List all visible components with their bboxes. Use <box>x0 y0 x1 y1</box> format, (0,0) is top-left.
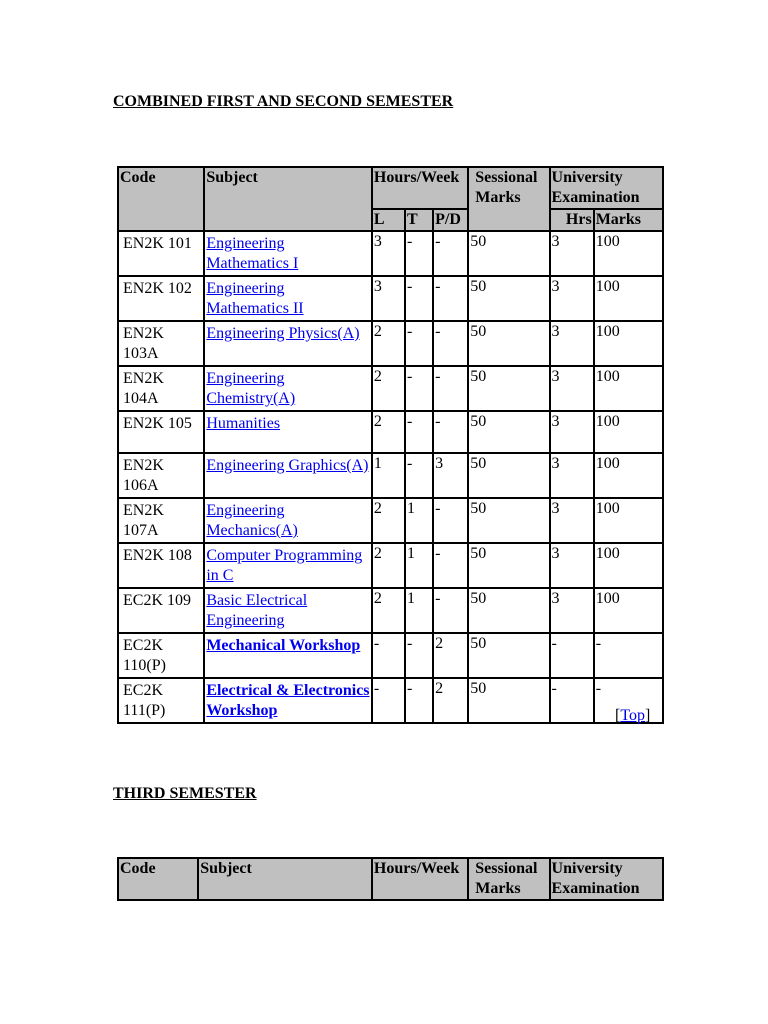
cell-hrs: 3 <box>550 231 594 276</box>
cell-pd: 2 <box>433 633 468 678</box>
table-row <box>118 453 663 498</box>
header-marks: Marks <box>594 209 663 231</box>
cell-code: EN2K 108 <box>118 543 204 588</box>
subject-link[interactable]: Engineering Physics(A) <box>206 325 360 342</box>
cell-sessional: 50 <box>468 411 549 453</box>
cell-hrs: 3 <box>550 543 594 588</box>
cell-marks: 100 <box>594 588 663 633</box>
cell-subject <box>204 543 372 588</box>
cell-hrs: - <box>550 678 594 723</box>
cell-t: 1 <box>405 498 433 543</box>
subject-link[interactable]: Engineering Graphics(A) <box>206 457 369 474</box>
cell-code: EN2K 103A <box>118 321 204 366</box>
cell-code: EN2K 104A <box>118 366 204 411</box>
header-hrs: Hrs <box>550 209 594 231</box>
cell-pd: 2 <box>433 678 468 723</box>
cell-sessional: 50 <box>468 633 549 678</box>
subject-link[interactable]: Engineering Mechanics(A) <box>206 502 298 539</box>
header-t: T <box>405 209 433 231</box>
cell-subject <box>204 411 372 453</box>
cell-subject <box>204 678 372 723</box>
cell-subject <box>204 498 372 543</box>
table-row <box>118 366 663 411</box>
subject-link[interactable]: Basic Electrical Engineering <box>206 592 308 629</box>
header-code: Code <box>118 167 204 231</box>
cell-subject <box>204 366 372 411</box>
cell-marks: 100 <box>594 321 663 366</box>
header-pd: P/D <box>433 209 468 231</box>
cell-hrs: 3 <box>550 321 594 366</box>
table-row <box>118 498 663 543</box>
cell-sessional: 50 <box>468 276 549 321</box>
cell-l: - <box>372 678 405 723</box>
cell-l: 1 <box>372 453 405 498</box>
cell-pd: - <box>433 276 468 321</box>
table-row <box>118 543 663 588</box>
table-row <box>118 588 663 633</box>
cell-t: - <box>405 411 433 453</box>
cell-t: - <box>405 453 433 498</box>
cell-t: 1 <box>405 588 433 633</box>
subject-link[interactable]: Engineering Chemistry(A) <box>206 370 296 407</box>
cell-marks: 100 <box>594 453 663 498</box>
top-link[interactable]: Top <box>620 707 645 724</box>
cell-hrs: 3 <box>550 453 594 498</box>
cell-sessional: 50 <box>468 588 549 633</box>
subject-link[interactable]: Engineering Mathematics I <box>206 235 299 272</box>
header-university-examination: University Examination <box>550 858 663 900</box>
cell-marks: 100 <box>594 366 663 411</box>
table-row <box>118 321 663 366</box>
syllabus-table-first-second-semester <box>117 166 664 724</box>
cell-sessional: 50 <box>468 231 549 276</box>
cell-t: 1 <box>405 543 433 588</box>
table-row <box>118 633 663 678</box>
cell-t: - <box>405 231 433 276</box>
cell-t: - <box>405 678 433 723</box>
cell-hrs: 3 <box>550 366 594 411</box>
cell-pd: 3 <box>433 453 468 498</box>
cell-code: EN2K 106A <box>118 453 204 498</box>
cell-sessional: 50 <box>468 366 549 411</box>
cell-code: EC2K 111(P) <box>118 678 204 723</box>
bracket-close: ] <box>644 707 651 724</box>
cell-sessional: 50 <box>468 498 549 543</box>
header-hours-week: Hours/Week <box>372 858 468 900</box>
header-l: L <box>372 209 405 231</box>
cell-pd: - <box>433 366 468 411</box>
cell-code: EC2K 109 <box>118 588 204 633</box>
cell-subject <box>204 231 372 276</box>
cell-l: 2 <box>372 366 405 411</box>
bracket-open: [ <box>615 707 621 724</box>
cell-l: - <box>372 633 405 678</box>
header-university-examination: University Examination <box>550 167 663 209</box>
cell-marks: 100 <box>594 411 663 453</box>
cell-t: - <box>405 633 433 678</box>
cell-code: EC2K 110(P) <box>118 633 204 678</box>
cell-l: 3 <box>372 231 405 276</box>
cell-l: 2 <box>372 321 405 366</box>
cell-subject <box>204 321 372 366</box>
subject-link[interactable]: Electrical & Electronics Workshop <box>206 682 370 719</box>
cell-sessional: 50 <box>468 321 549 366</box>
cell-pd: - <box>433 231 468 276</box>
cell-pd: - <box>433 588 468 633</box>
cell-sessional: 50 <box>468 678 549 723</box>
cell-l: 2 <box>372 498 405 543</box>
cell-marks: 100 <box>594 498 663 543</box>
cell-t: - <box>405 321 433 366</box>
header-sessional-marks: Sessional Marks <box>468 858 549 900</box>
section-heading-first-second-semester: COMBINED FIRST AND SECOND SEMESTER <box>113 93 454 110</box>
cell-pd: - <box>433 543 468 588</box>
header-hours-week: Hours/Week <box>372 167 468 209</box>
cell-l: 3 <box>372 276 405 321</box>
cell-subject <box>204 453 372 498</box>
table-row <box>118 678 663 723</box>
cell-marks: - <box>594 633 663 678</box>
subject-link[interactable]: Engineering Mathematics II <box>206 280 304 317</box>
header-sessional-marks: Sessional Marks <box>468 167 549 231</box>
cell-t: - <box>405 366 433 411</box>
cell-code: EN2K 102 <box>118 276 204 321</box>
cell-t: - <box>405 276 433 321</box>
section-heading-third-semester: THIRD SEMESTER <box>113 785 257 802</box>
header-code: Code <box>118 858 198 900</box>
top-link-wrapper <box>615 706 650 726</box>
cell-subject <box>204 588 372 633</box>
cell-pd: - <box>433 411 468 453</box>
cell-l: 2 <box>372 543 405 588</box>
syllabus-table-third-semester <box>117 857 664 901</box>
cell-hrs: - <box>550 633 594 678</box>
cell-hrs: 3 <box>550 276 594 321</box>
header-subject: Subject <box>204 167 372 231</box>
cell-l: 2 <box>372 588 405 633</box>
cell-l: 2 <box>372 411 405 453</box>
cell-marks: - <box>594 678 663 723</box>
cell-hrs: 3 <box>550 411 594 453</box>
table-row <box>118 231 663 276</box>
cell-marks: 100 <box>594 276 663 321</box>
header-subject: Subject <box>198 858 372 900</box>
cell-marks: 100 <box>594 543 663 588</box>
subject-link[interactable]: Computer Programming in C <box>206 547 363 584</box>
cell-pd: - <box>433 321 468 366</box>
cell-code: EN2K 101 <box>118 231 204 276</box>
cell-code: EN2K 107A <box>118 498 204 543</box>
table-row <box>118 411 663 453</box>
cell-subject <box>204 633 372 678</box>
table-body <box>118 231 663 723</box>
cell-sessional: 50 <box>468 543 549 588</box>
cell-sessional: 50 <box>468 453 549 498</box>
subject-link[interactable]: Humanities <box>206 415 281 432</box>
cell-code: EN2K 105 <box>118 411 204 453</box>
cell-hrs: 3 <box>550 588 594 633</box>
cell-pd: - <box>433 498 468 543</box>
subject-link[interactable]: Mechanical Workshop <box>206 637 361 654</box>
cell-hrs: 3 <box>550 498 594 543</box>
cell-subject <box>204 276 372 321</box>
table-row <box>118 276 663 321</box>
cell-marks: 100 <box>594 231 663 276</box>
